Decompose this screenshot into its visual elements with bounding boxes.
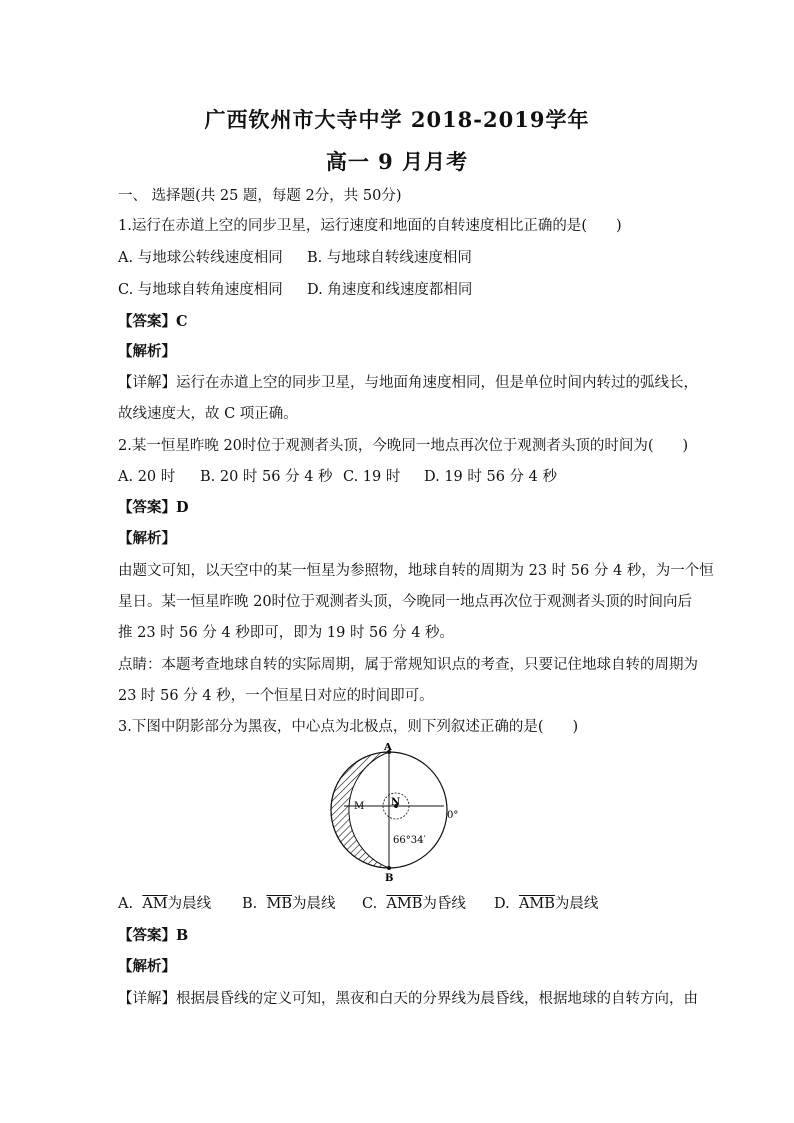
q1-analysis-label: 【解析】 <box>118 343 176 360</box>
q3-option-c: C. $\overline{AMB}$为昏线 <box>362 896 466 912</box>
q3-option-c-arc: $\overline{AMB}$ <box>386 896 423 912</box>
q2-option-d: D. 19 时 56 分 4 秒 <box>424 469 557 485</box>
label-n: N <box>391 797 401 808</box>
page-title: 广西钦州市大寺中学 2018-2019学年 <box>204 107 590 132</box>
q1-option-c: C. 与地球自转角速度相同 <box>118 282 283 298</box>
q2-option-c: C. 19 时 <box>343 469 401 485</box>
q3-option-a-arc: $\overline{AM}$ <box>142 896 168 912</box>
q3-answer: 【答案】B <box>118 927 189 944</box>
q1-stem: 1.运行在赤道上空的同步卫星，运行速度和地面的自转速度相比正确的是( ) <box>118 218 622 234</box>
q2-analysis-line2: 星日。某一恒星昨晚 20时位于观测者头顶，今晚同一地点再次位于观测者头顶的时间向后 <box>118 594 693 610</box>
q2-note-line1: 点睛：本题考查地球自转的实际周期，属于常规知识点的考查，只要记住地球自转的周期为 <box>118 657 698 673</box>
point-b <box>387 866 391 870</box>
q2-stem: 2.某一恒星昨晚 20时位于观测者头顶，今晚同一地点再次位于观测者头顶的时间为( ) <box>118 438 689 454</box>
label-zero: 0° <box>447 810 459 821</box>
q2-option-a: A. 20 时 <box>118 469 176 485</box>
q1-option-b: B. 与地球自转线速度相同 <box>307 250 472 266</box>
section-heading: 一、 选择题(共 25 题，每题 2分，共 50分) <box>118 188 402 204</box>
q3-stem: 3.下图中阴影部分为黑夜，中心点为北极点，则下列叙述正确的是( ) <box>118 719 579 735</box>
q1-answer: 【答案】C <box>118 313 188 330</box>
q2-answer: 【答案】D <box>118 499 189 516</box>
q3-analysis-label: 【解析】 <box>118 958 176 975</box>
q2-analysis-line3: 推 23 时 56 分 4 秒即可，即为 19 时 56 分 4 秒。 <box>118 625 455 641</box>
q3-option-d: D. $\overline{AMB}$为晨线 <box>494 896 599 912</box>
q3-option-d-arc: $\overline{AMB}$ <box>518 896 555 912</box>
q1-option-a: A. 与地球公转线速度相同 <box>118 250 283 266</box>
q3-polar-diagram <box>326 743 476 883</box>
label-b: B <box>385 873 394 883</box>
q3-detail-line1: 【详解】根据晨昏线的定义可知，黑夜和白天的分界线为晨昏线，根据地球的自转方向，由 <box>118 991 698 1007</box>
label-latitude: 66°34′ <box>393 835 426 846</box>
q3-option-a: A. $\overline{AM}$为晨线 <box>118 896 212 912</box>
label-a: A <box>384 743 392 753</box>
q1-detail-line1: 【详解】运行在赤道上空的同步卫星，与地面角速度相同，但是单位时间内转过的弧线长， <box>118 375 698 391</box>
q3-option-b: B. $\overline{MB}$为晨线 <box>242 896 336 912</box>
q2-analysis-line1: 由题文可知，以天空中的某一恒星为参照物，地球自转的周期为 23 时 56 分 4 秒，为一个恒 <box>118 563 714 579</box>
q1-option-d: D. 角速度和线速度都相同 <box>307 282 473 298</box>
page-subtitle: 高一 9 月月考 <box>325 149 469 174</box>
label-m: M <box>354 801 365 812</box>
q3-option-b-arc: $\overline{MB}$ <box>266 896 292 912</box>
q2-note-line2: 23 时 56 分 4 秒，一个恒星日对应的时间即可。 <box>118 688 434 704</box>
q2-analysis-label: 【解析】 <box>118 530 176 547</box>
q2-option-b: B. 20 时 56 分 4 秒 <box>200 469 333 485</box>
q1-detail-line2: 故线速度大，故 C 项正确。 <box>118 406 298 422</box>
